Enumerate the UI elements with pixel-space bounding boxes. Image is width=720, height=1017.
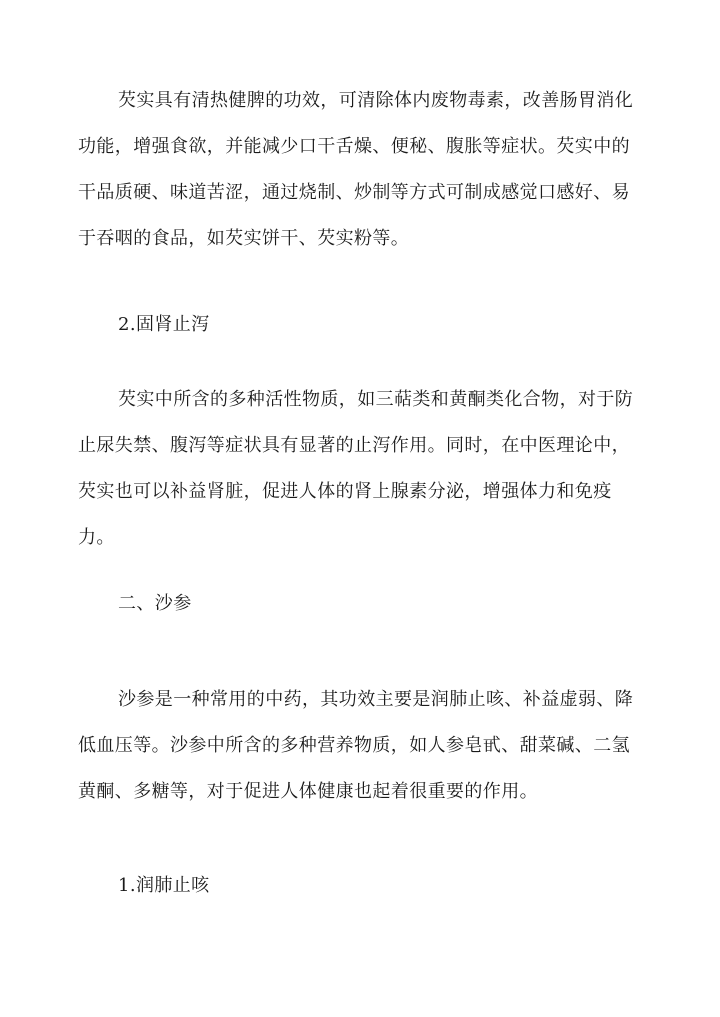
- paragraph-shashen-intro: [78, 677, 638, 815]
- heading-shashen: 二、沙参: [118, 593, 192, 614]
- heading-lung-cough: 1.润肺止咳: [118, 875, 210, 896]
- heading-kidney-diarrhea: 2.固肾止泻: [118, 314, 210, 335]
- paragraph-text: 沙参是一种常用的中药，其功效主要是润肺止咳、补益虚弱、降低血压等。沙参中所含的多种营养物质，如人参皂甙、甜菜碱、二氢黄酮、多糖等，对于促进人体健康也起着很重要的作用。: [78, 689, 634, 802]
- paragraph-text: 芡实具有清热健脾的功效，可清除体内废物毒素，改善肠胃消化功能，增强食欲，并能减少口干舌燥、便秘、腹胀等症状。芡实中的干品质硬、味道苦涩，通过烧制、炒制等方式可制成感觉口感好、易于吞咽的食品，如芡实饼干、芡实粉等。: [78, 90, 634, 249]
- paragraph-text: 芡实中所含的多种活性物质，如三萜类和黄酮类化合物，对于防止尿失禁、腹泻等症状具有显著的止泻作用。同时，在中医理论中，芡实也可以补益肾脏，促进人体的肾上腺素分泌，增强体力和免疫力。: [78, 389, 634, 548]
- paragraph-qianshi-kidney: [78, 377, 638, 561]
- paragraph-qianshi-spleen: [78, 78, 638, 262]
